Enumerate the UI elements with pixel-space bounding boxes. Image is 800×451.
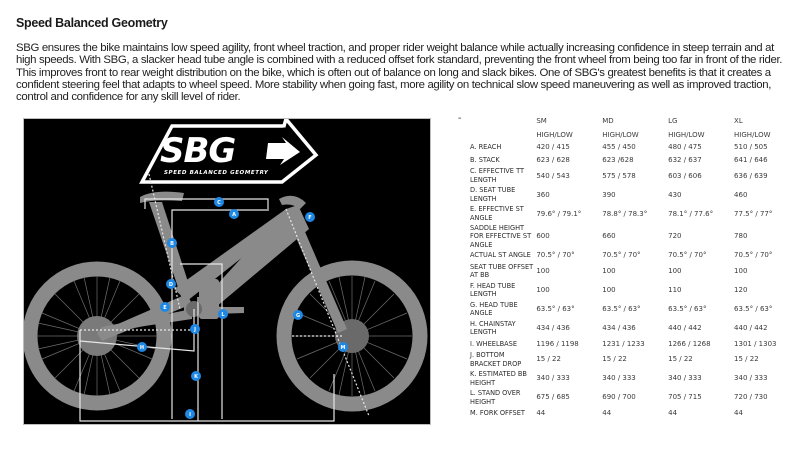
cell: 690 / 700 [602,393,636,402]
cell: 100 [536,266,550,275]
cell: 44 [536,409,546,418]
svg-text:D: D [168,282,174,288]
table-row [470,300,800,319]
cell: 720 [668,232,682,241]
cell: 44 [602,409,612,418]
table-row [470,167,800,186]
size-lg: LG [668,116,678,125]
cell: 1266 / 1268 [668,339,711,348]
table-row [470,350,800,369]
cell: 460 [734,190,748,199]
row-label: SADDLE HEIGHT FOR EFFECTIVE ST ANGLE [470,223,532,249]
cell: 63.5° / 63° [668,304,707,313]
table-row [470,154,800,167]
table-row [470,319,800,338]
cell: 78.1° / 77.6° [668,209,714,218]
table-row [470,281,800,300]
marker-d [166,279,176,289]
marker-l [218,309,228,319]
intro-paragraph: SBG ensures the bike maintains low speed agility, front wheel traction, and proper rider weight balance while actually increasing confidence in steep terrain and at high speeds. With SBG, a slacker head tube angle is combined with a reduced offset fork standard, preventing the front wheel from being too far in front of the rider. This improves front to rear weight distribution on the bike, which is often out of balance on long and slack bikes. One of SBG's greatest benefits is that it creates a confident steering feel that adapts to wheel speed. More stability when going fast, more agility on technical slow speed maneuvering as well as improved traction, control and confidence for any skill level of rider. [16,42,783,104]
rear-wheel [30,269,164,403]
logo-text: SBG [160,131,236,171]
cell: 510 / 505 [734,143,768,152]
cell: 100 [536,285,550,294]
subheader-cell: HIGH/LOW [734,130,771,139]
marker-i [185,409,195,419]
cell: 600 [536,232,550,241]
cell: 420 / 415 [536,143,570,152]
marker-m [338,342,348,352]
cell: 632 / 637 [668,155,702,164]
cell: 1301 / 1303 [734,339,777,348]
cell: 110 [668,285,682,294]
cell: 63.5° / 63° [602,304,641,313]
svg-text:M: M [340,345,346,351]
subheader-cell: HIGH/LOW [602,130,639,139]
svg-text:C: C [217,200,221,206]
marker-k [191,371,201,381]
cell: 70.5° / 70° [536,251,575,260]
svg-text:G: G [295,313,301,319]
svg-text:F: F [308,215,312,221]
cell: 480 / 475 [668,143,702,152]
cell: 390 [602,190,616,199]
cell: 780 [734,232,748,241]
row-label: D. SEAT TUBE LENGTH [470,186,516,203]
cell: 340 / 333 [536,374,570,383]
cell: 434 / 436 [602,323,636,332]
bike-illustration [24,119,431,425]
cell: 120 [734,285,748,294]
cell: 100 [668,266,682,275]
page-title: Speed Balanced Geometry [16,16,168,30]
table-row [470,262,800,281]
marker-j [190,324,200,334]
table-row [470,224,800,250]
row-label: J. BOTTOM BRACKET DROP [470,351,522,368]
cell: 15 / 22 [602,355,627,364]
row-label: K. ESTIMATED BB HEIGHT [470,370,527,387]
cell: 720 / 730 [734,393,768,402]
cell: 623 /628 [602,155,634,164]
row-label: E. EFFECTIVE ST ANGLE [470,205,524,222]
row-label: SEAT TUBE OFFSET AT BB [470,262,534,280]
sbg-logo [142,119,316,182]
svg-text:B: B [170,241,174,247]
marker-c [214,197,224,207]
size-sm: SM [536,116,547,125]
cell: 70.5° / 70° [668,251,707,260]
svg-text:K: K [194,374,198,380]
cell: 705 / 715 [668,393,702,402]
cell: 340 / 333 [602,374,636,383]
subheader-cell: HIGH/LOW [536,130,573,139]
cell: 430 [668,190,682,199]
cell: 636 / 639 [734,171,768,180]
geometry-diagram [23,118,431,425]
cell: 603 / 606 [668,171,702,180]
cell: 1196 / 1198 [536,339,579,348]
subheader-cell: HIGH/LOW [668,130,705,139]
table-row [470,205,800,224]
cell: 77.5° / 77° [734,209,773,218]
cell: 360 [536,190,550,199]
cell: 340 / 333 [668,374,702,383]
table-row [470,186,800,205]
size-header-row [470,113,800,129]
row-label: L. STAND OVER HEIGHT [470,389,521,406]
cell: 641 / 646 [734,155,768,164]
row-label: M. FORK OFFSET [470,409,525,418]
marker-e [160,302,170,312]
row-label: ACTUAL ST ANGLE [470,251,531,260]
row-label: C. EFFECTIVE TT LENGTH [470,167,525,184]
logo-subtitle: SPEED BALANCED GEOMETRY [164,170,269,176]
table-row [470,388,800,407]
cell: 100 [602,266,616,275]
marker-b [167,238,177,248]
row-label: F. HEAD TUBE LENGTH [470,281,516,299]
cell: 434 / 436 [536,323,570,332]
cell: 660 [602,232,616,241]
row-label: B. STACK [470,155,500,164]
svg-text:H: H [139,345,145,351]
size-md: MD [602,116,614,125]
dash-mark: - [458,113,462,124]
row-label: I. WHEELBASE [470,339,518,348]
size-xl: XL [734,116,743,125]
cell: 78.8° / 78.3° [602,209,648,218]
cell: 540 / 543 [536,171,570,180]
cell: 100 [734,266,748,275]
table-row [470,407,800,420]
cell: 440 / 442 [734,323,768,332]
cell: 675 / 685 [536,393,570,402]
cell: 44 [668,409,678,418]
geometry-table [470,113,800,420]
cell: 79.6° / 79.1° [536,209,582,218]
cell: 70.5° / 70° [734,251,773,260]
svg-text:J: J [194,327,196,333]
cell: 63.5° / 63° [536,304,575,313]
cell: 100 [602,285,616,294]
cell: 340 / 333 [734,374,768,383]
row-label: G. HEAD TUBE ANGLE [470,300,518,318]
cell: 1231 / 1233 [602,339,645,348]
cell: 15 / 22 [668,355,693,364]
cell: 575 / 578 [602,171,636,180]
cell: 63.5° / 63° [734,304,773,313]
marker-f [305,212,315,222]
cell: 440 / 442 [668,323,702,332]
cell: 70.5° / 70° [602,251,641,260]
marker-h [137,342,147,352]
subheader-row [470,129,800,142]
cell: 44 [734,409,743,418]
cell: 15 / 22 [734,355,759,364]
cell: 455 / 450 [602,143,636,152]
table-row [470,338,800,351]
table-row [470,369,800,388]
svg-text:A: A [232,212,236,218]
svg-text:I: I [189,412,191,418]
cell: 623 / 628 [536,155,570,164]
svg-text:L: L [221,312,225,318]
cell: 15 / 22 [536,355,561,364]
marker-a [229,209,239,219]
table-row [470,142,800,155]
row-label: A. REACH [470,143,502,152]
table-row [470,249,800,262]
svg-text:E: E [163,305,167,311]
row-label: H. CHAINSTAY LENGTH [470,319,516,337]
marker-g [293,310,303,320]
